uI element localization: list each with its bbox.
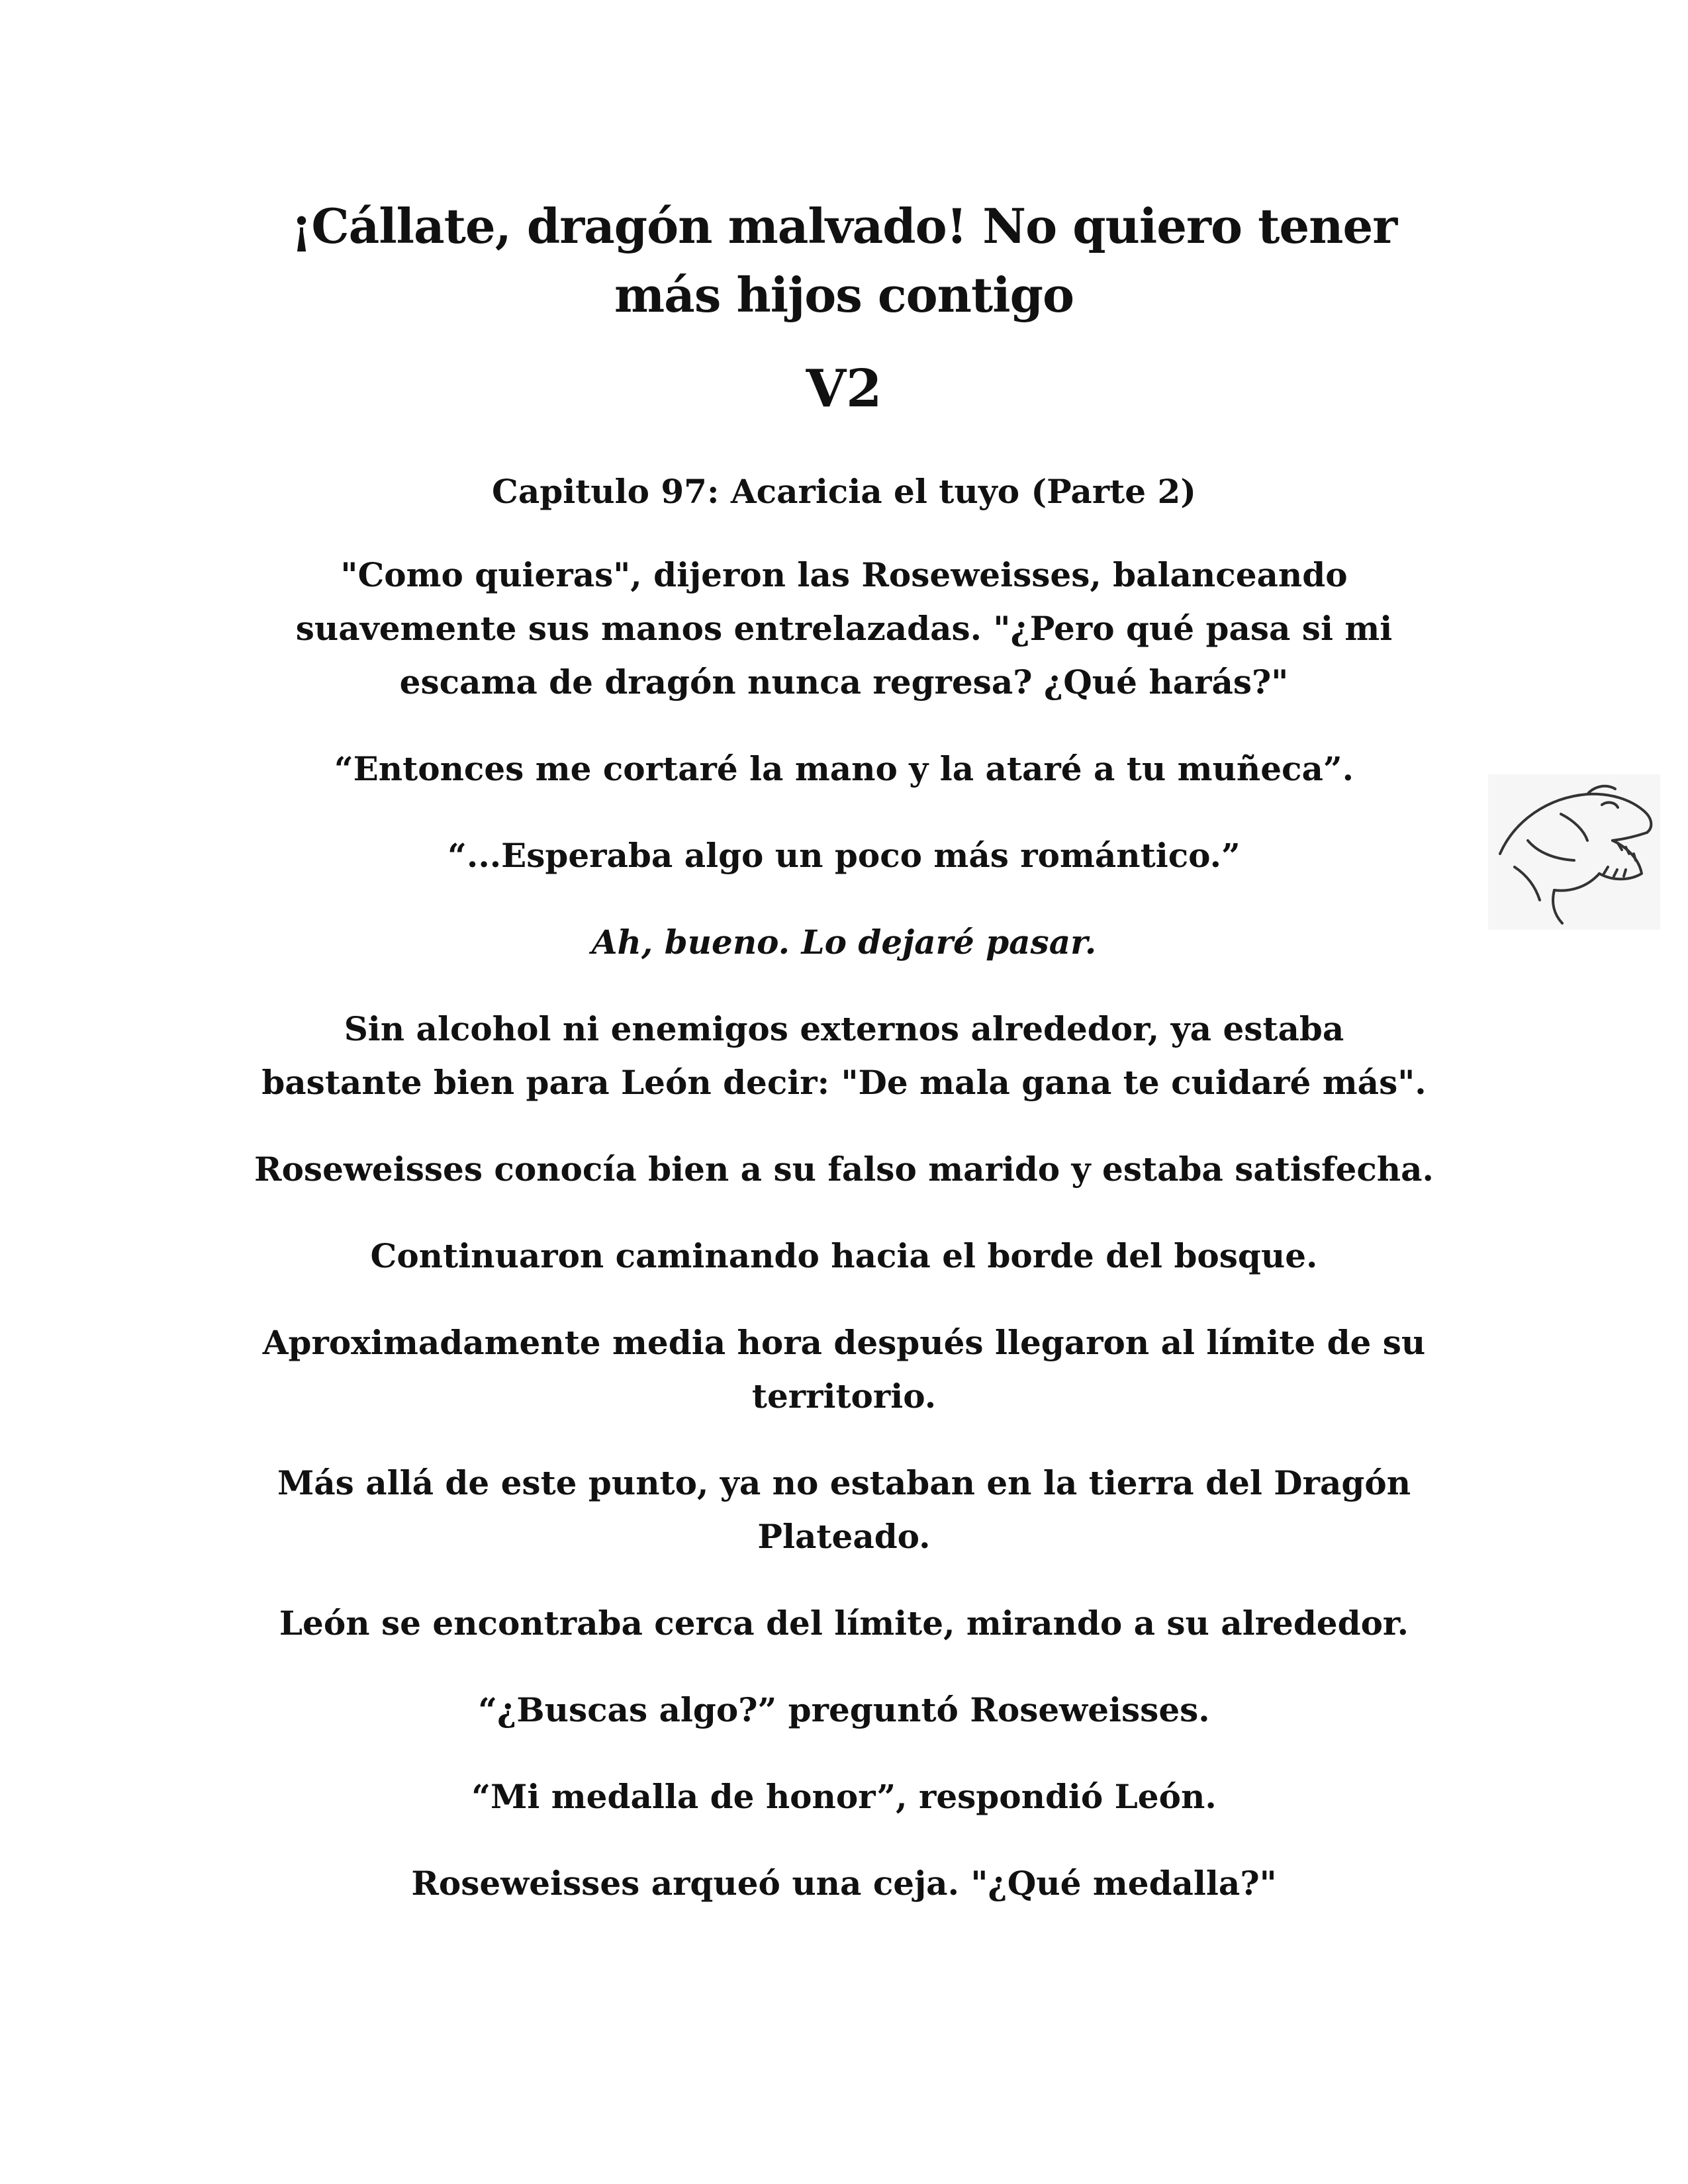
paragraph-9 xyxy=(199,1456,1489,1563)
paragraph-10 xyxy=(199,1596,1489,1650)
paragraph-12 xyxy=(199,1770,1489,1823)
paragraph-line: Roseweisses conocía bien a su falso marido y estaba satisfecha. xyxy=(254,1150,1434,1189)
paragraph-line: Plateado. xyxy=(757,1517,931,1556)
paragraph-line: Ah, bueno. Lo dejaré pasar. xyxy=(591,923,1097,962)
paragraph-line: "Como quieras", dijeron las Roseweisses, balanceando xyxy=(340,555,1348,594)
paragraph-7 xyxy=(199,1229,1489,1283)
paragraph-13 xyxy=(199,1856,1489,1910)
paragraph-line: Más allá de este punto, ya no estaban en la tierra del Dragón xyxy=(277,1463,1411,1502)
paragraph-1 xyxy=(199,548,1489,709)
paragraph-11 xyxy=(199,1683,1489,1737)
paragraph-line: bastante bien para León decir: "De mala gana te cuidaré más". xyxy=(261,1063,1427,1102)
volume-label: V2 xyxy=(806,359,882,419)
title-line-1: ¡Cállate, dragón malvado! No quiero tener xyxy=(291,198,1397,254)
document-title xyxy=(199,192,1489,330)
paragraph-line: Aproximadamente media hora después llegaron al límite de su xyxy=(262,1323,1426,1362)
paragraph-line: “Mi medalla de honor”, respondió León. xyxy=(471,1777,1217,1816)
paragraph-line: suavemente sus manos entrelazadas. "¿Pero qué pasa si mi xyxy=(295,609,1393,648)
chapter-heading: Capitulo 97: Acaricia el tuyo (Parte 2) xyxy=(492,472,1196,511)
paragraph-3 xyxy=(199,829,1489,882)
paragraph-5 xyxy=(199,1002,1489,1109)
dragon-head-sketch-icon xyxy=(1488,774,1660,930)
paragraph-line: “Entonces me cortaré la mano y la ataré a tu muñeca”. xyxy=(334,749,1354,788)
paragraph-line: Sin alcohol ni enemigos externos alrededor, ya estaba xyxy=(344,1009,1344,1048)
paragraph-line: escama de dragón nunca regresa? ¿Qué harás?" xyxy=(399,662,1289,702)
paragraph-line: Roseweisses arqueó una ceja. "¿Qué medalla?" xyxy=(411,1864,1277,1903)
paragraph-line: “...Esperaba algo un poco más romántico.” xyxy=(447,836,1241,875)
document-page xyxy=(199,192,1489,1910)
paragraph-line: “¿Buscas algo?” preguntó Roseweisses. xyxy=(478,1690,1210,1729)
paragraph-8 xyxy=(199,1316,1489,1423)
paragraph-line: Continuaron caminando hacia el borde del bosque. xyxy=(370,1236,1318,1275)
title-line-2: más hijos contigo xyxy=(614,267,1074,323)
paragraph-2 xyxy=(199,742,1489,796)
paragraph-4-thought xyxy=(199,915,1489,969)
paragraph-line: León se encontraba cerca del límite, mirando a su alrededor. xyxy=(279,1604,1409,1643)
paragraph-6 xyxy=(199,1142,1489,1196)
paragraph-line: territorio. xyxy=(751,1377,937,1416)
